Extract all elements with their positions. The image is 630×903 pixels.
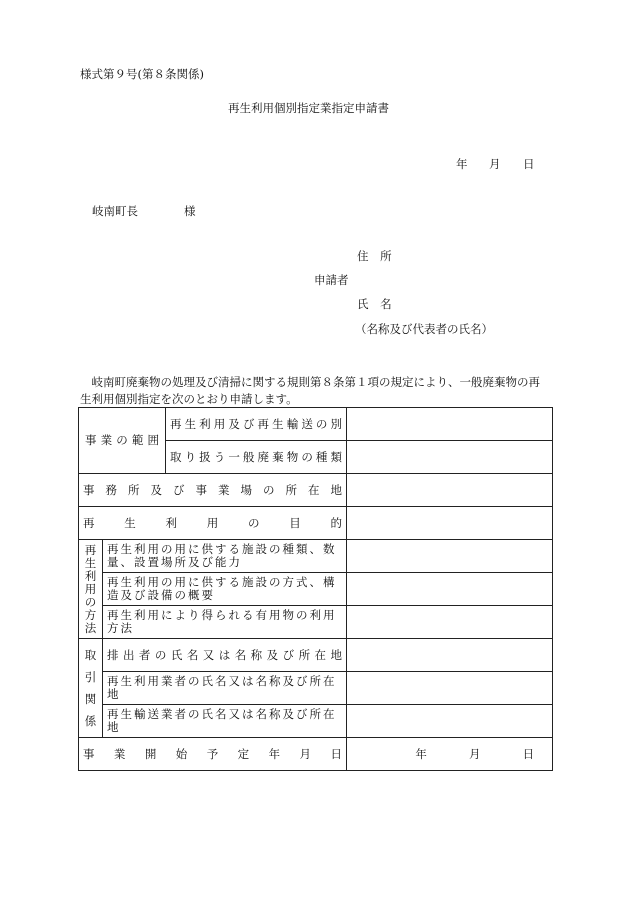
date-day-label: 日 (523, 157, 535, 171)
addressee: 岐南町長 (92, 204, 138, 218)
start-date-month: 月 (469, 746, 481, 761)
office-location-value[interactable] (347, 474, 553, 507)
business-scope-label: 事業の範囲 (79, 408, 166, 474)
transaction-row1-label: 排出者の氏名又は名称及び所在地 (103, 639, 347, 672)
method-group-label: 再 生 利 用 の 方 法 (79, 540, 103, 639)
method-row1-label: 再生利用の用に供する施設の種類、数量、設置場所及び能力 (103, 540, 347, 573)
name-note: （名称及び代表者の氏名） (355, 322, 493, 336)
table-row (79, 738, 553, 771)
document-title: 再生利用個別指定業指定申請書 (228, 101, 389, 115)
method-row2-value[interactable] (347, 573, 553, 606)
business-scope-row1-value[interactable] (347, 408, 553, 441)
table-row (79, 639, 553, 672)
start-date-label: 事業開始予定年月日 (79, 738, 347, 771)
application-form-table (78, 407, 553, 771)
method-row1-value[interactable] (347, 540, 553, 573)
table-row (79, 474, 553, 507)
table-row (79, 408, 553, 441)
business-scope-row2-value[interactable] (347, 441, 553, 474)
office-location-label: 事務所及び事業場の所在地 (79, 474, 347, 507)
start-date-year: 年 (415, 746, 427, 761)
business-scope-row2-label: 取り扱う一般廃棄物の種類 (166, 441, 347, 474)
start-date-day: 日 (522, 746, 535, 761)
transaction-row2-value[interactable] (347, 672, 553, 705)
transaction-row2-label: 再生利用業者の氏名又は名称及び所在地 (103, 672, 347, 705)
date-year-label: 年 (456, 157, 468, 171)
intro-text: 岐南町廃棄物の処理及び清掃に関する規則第８条第１項の規定により、一般廃棄物の再生利用個別指定を次のとおり申請します。 (80, 375, 540, 406)
business-scope-row1-label: 再生利用及び再生輸送の別 (166, 408, 347, 441)
transaction-row1-value[interactable] (347, 639, 553, 672)
table-row (79, 507, 553, 540)
table-row (79, 672, 553, 705)
name-label: 氏 名 (357, 297, 392, 311)
start-date-value[interactable] (347, 738, 553, 771)
method-row3-value[interactable] (347, 606, 553, 639)
method-row3-label: 再生利用により得られる有用物の利用方法 (103, 606, 347, 639)
method-row2-label: 再生利用の用に供する施設の方式、構造及び設備の概要 (103, 573, 347, 606)
applicant-label: 申請者 (314, 273, 349, 287)
purpose-value[interactable] (347, 507, 553, 540)
date-month-label: 月 (489, 157, 501, 171)
table-row (79, 606, 553, 639)
addressee-suffix: 様 (184, 204, 196, 218)
table-row (79, 705, 553, 738)
form-number: 様式第９号(第８条関係) (80, 67, 204, 81)
address-label: 住 所 (357, 249, 392, 263)
table-row (79, 573, 553, 606)
purpose-label: 再生利用の目的 (79, 507, 347, 540)
transaction-row3-label: 再生輸送業者の氏名又は名称及び所在地 (103, 705, 347, 738)
transaction-row3-value[interactable] (347, 705, 553, 738)
table-row (79, 540, 553, 573)
transaction-group-label: 取 引 関 係 (79, 639, 103, 738)
